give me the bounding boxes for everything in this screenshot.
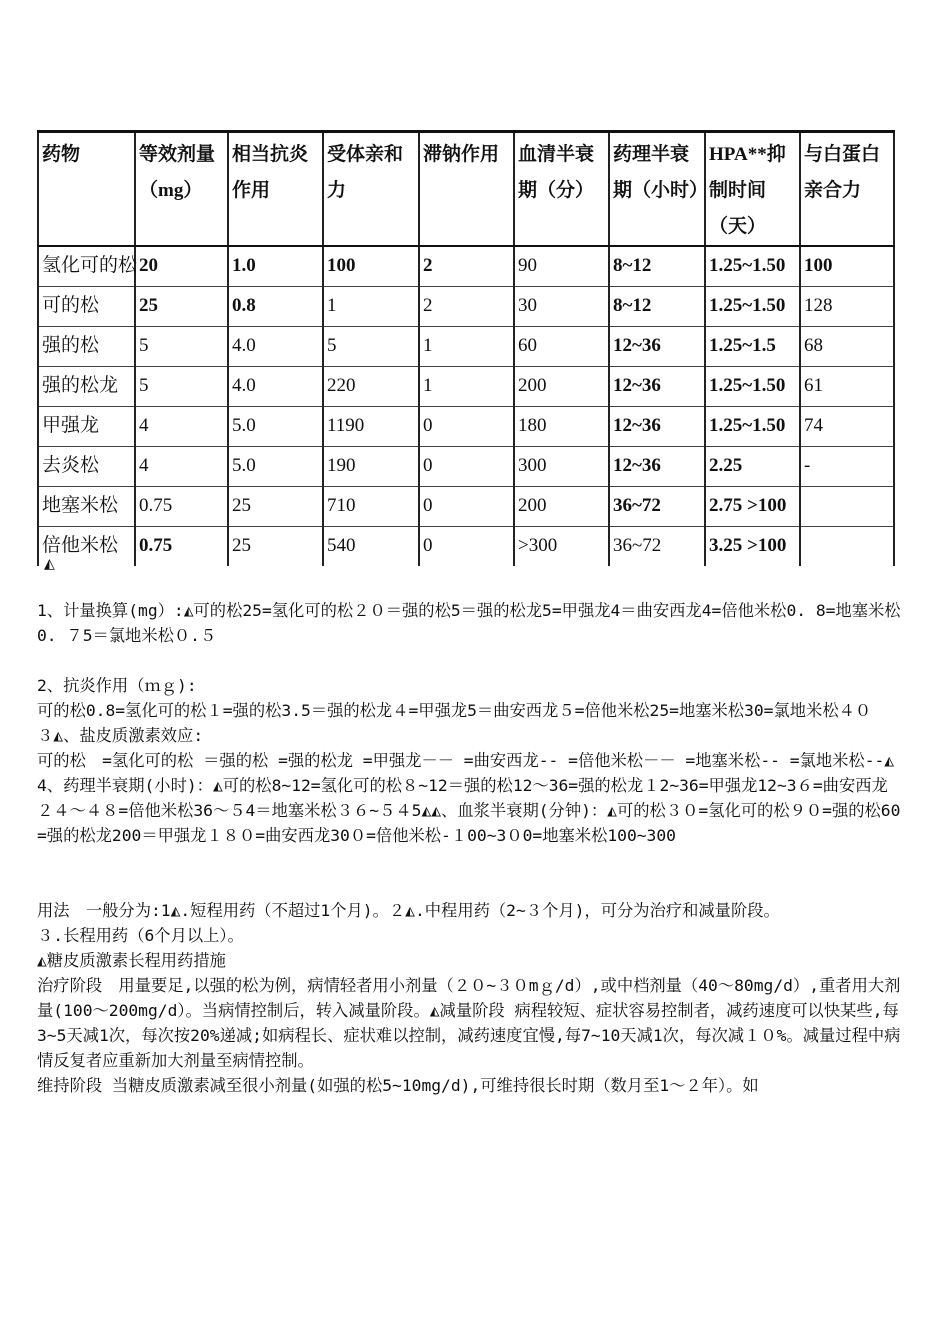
table-cell: 300 [514,446,609,486]
paragraph-mineralocorticoid: 可的松 =氢化可的松 ＝强的松 =强的松龙 =甲强龙－－ =曲安西龙-- =倍他米松－－ =地塞米松-- =氯地米松--◭ [37,751,895,770]
table-cell: 2 [419,286,514,326]
table-cell: 180 [514,406,609,446]
table-cell: 5.0 [228,446,323,486]
header-anti-inflammatory: 相当抗炎作用 [228,132,323,247]
table-cell: 1.25~1.50 [705,246,800,286]
table-cell: 8~12 [609,286,705,326]
table-cell: 30 [514,286,609,326]
table-cell: 710 [323,486,419,526]
paragraph-half-life: 4、药理半衰期(小时)：◭可的松8~12=氢化可的松８~12＝强的松12～36=强的松龙１2~36=甲强龙12~3６=曲安西龙２４～４８=倍他米松36～５4＝地塞米松３６~５４5◭◭、血浆半衰期(分钟)：◭可的松３０=氢化可的松９０=强的松60=强的松龙200＝甲强龙１８０=曲安西龙30０=倍他米松-１00~3０0=地塞米松100~300 [37,776,901,845]
table-cell: 2.75 >100 [705,486,800,526]
table-cell: 36~72 [609,486,705,526]
header-drug: 药物 [38,132,135,247]
table-cell: 12~36 [609,406,705,446]
paragraph-anti-inflammatory-heading: 2、抗炎作用（ｍｇ): [37,676,197,695]
table-header-row [38,132,894,247]
header-hpa-suppression: HPA**抑制时间（天） [705,132,800,247]
header-albumin-affinity: 与白蛋白亲合力 [800,132,894,247]
table-cell: 8~12 [609,246,705,286]
paragraph-treatment-stage: 治疗阶段 用量要足,以强的松为例，病情轻者用小剂量（２０~３０mｇ/d）,或中档剂量（40～80mg/d）,重者用大剂量(100～200mg/d）。当病情控制后，转入减量阶段。◭减量阶段 病程较短、症状容易控制者，减药速度可以快某些,每3~5天减1次，每次按20%递减;如病程长、症状难以控制，减药速度宜慢,每7~10天减1次，每次减１０%。减量过程中病情反复者应重新加大剂量至病情控制。 [37,976,901,1070]
drug-comparison-table-image [37,130,893,556]
table-cell: 0.75 [135,526,228,566]
table-cell: 氢化可的松 [38,246,135,286]
table-cell: 1.25~1.5 [705,326,800,366]
table-cell [800,526,894,566]
paragraph-mineralocorticoid-heading: ３◭、盐皮质激素效应: [37,726,204,745]
table-cell: 4 [135,406,228,446]
table-cell: 12~36 [609,446,705,486]
table-cell: 5.0 [228,406,323,446]
paragraph-dose-conversion: 1、计量换算(mg）:◭可的松25=氢化可的松２０＝强的松5＝强的松龙5=甲强龙4＝曲安西龙4=倍他米松0. 8=地塞米松0. ７5＝氯地米松０.５ [37,601,901,645]
table-cell: 5 [135,366,228,406]
table-cell: 1.25~1.50 [705,406,800,446]
table-cell: - [800,446,894,486]
table-cell: 1.25~1.50 [705,286,800,326]
table-cell: 甲强龙 [38,406,135,446]
table-cell: 100 [323,246,419,286]
table-cell: 1.0 [228,246,323,286]
table-cell: 36~72 [609,526,705,566]
table-cell: 强的松龙 [38,366,135,406]
table-cell: 0 [419,406,514,446]
table-row [38,366,894,406]
table-cell: 12~36 [609,326,705,366]
header-pharmacological-half-life: 药理半衰期（小时） [609,132,705,247]
table-cell: 3.25 >100 [705,526,800,566]
table-row [38,286,894,326]
paragraph-anti-inflammatory: 可的松0.8=氢化可的松１=强的松3.5＝强的松龙４=甲强龙5＝曲安西龙５=倍他米松25=地塞米松30=氯地米松４０ [37,701,872,720]
paragraph-maintenance-stage: 维持阶段 当糖皮质激素减至很小剂量(如强的松5~10mg/d),可维持很长时期（数月至1～２年）。如 [37,1076,759,1095]
table-row [38,326,894,366]
table-row [38,526,894,566]
table-row [38,406,894,446]
paragraph-long-term: ３.长程用药（6个月以上）。 [37,926,244,945]
table-cell [800,486,894,526]
table-row [38,246,894,286]
table-cell: 强的松 [38,326,135,366]
anchor-marker-icon: ◭ [44,556,55,572]
table-cell: 0 [419,446,514,486]
table-row [38,446,894,486]
table-cell: 4.0 [228,366,323,406]
table-cell: 25 [228,486,323,526]
header-sodium-retention: 滞钠作用 [419,132,514,247]
table-cell: 90 [514,246,609,286]
table-cell: 20 [135,246,228,286]
table-cell: 1190 [323,406,419,446]
paragraph-long-term-heading: ◭糖皮质激素长程用药措施 [37,951,226,970]
paragraph-usage: 用法 一般分为:1◭.短程用药（不超过1个月)。２◭.中程用药（2~３个月)，可分为治疗和减量阶段。 [37,901,780,920]
table-cell: 25 [228,526,323,566]
table-cell: 68 [800,326,894,366]
table-cell: 4.0 [228,326,323,366]
table-cell: 4 [135,446,228,486]
table-cell: 128 [800,286,894,326]
header-receptor-affinity: 受体亲和力 [323,132,419,247]
table-cell: 0.75 [135,486,228,526]
table-cell: 220 [323,366,419,406]
table-cell: 200 [514,486,609,526]
table-cell: 0 [419,526,514,566]
table-cell: 1 [419,366,514,406]
table-row [38,486,894,526]
header-serum-half-life: 血清半衰期（分） [514,132,609,247]
table-cell: 190 [323,446,419,486]
table-cell: 61 [800,366,894,406]
table-cell: 2 [419,246,514,286]
table-cell: >300 [514,526,609,566]
table-cell: 地塞米松 [38,486,135,526]
table-cell: 5 [323,326,419,366]
document-body [37,598,903,1098]
table-cell: 可的松 [38,286,135,326]
table-cell: 倍他米松 [38,526,135,566]
table-cell: 2.25 [705,446,800,486]
table-cell: 去炎松 [38,446,135,486]
table-cell: 1 [419,326,514,366]
table-cell: 1 [323,286,419,326]
table-cell: 1.25~1.50 [705,366,800,406]
table-cell: 5 [135,326,228,366]
table-cell: 0 [419,486,514,526]
table-cell: 60 [514,326,609,366]
header-equivalent-dose: 等效剂量（mg） [135,132,228,247]
table-cell: 0.8 [228,286,323,326]
table-cell: 100 [800,246,894,286]
table-cell: 200 [514,366,609,406]
table-cell: 25 [135,286,228,326]
table-cell: 540 [323,526,419,566]
table-cell: 12~36 [609,366,705,406]
table-cell: 74 [800,406,894,446]
drug-comparison-table [37,130,895,566]
